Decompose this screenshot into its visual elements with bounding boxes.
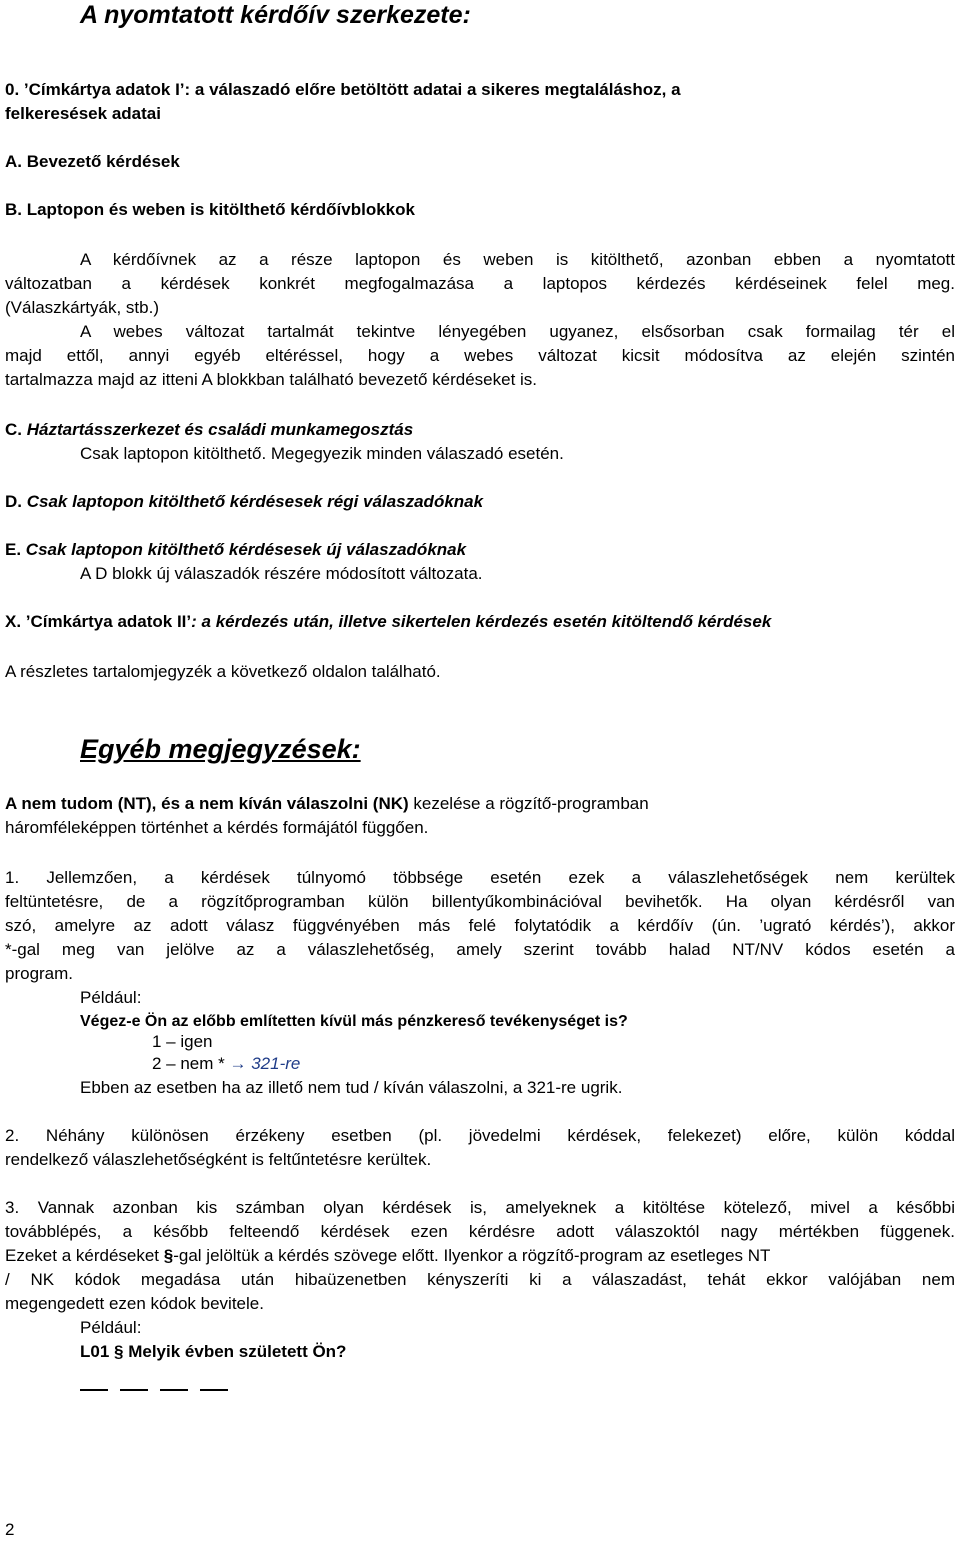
answer-blank xyxy=(160,1379,188,1391)
note-3-question-code: L01 xyxy=(80,1342,115,1361)
note-3-line4: / NK kódok megadása után hibaüzenetben kényszeríti ki a válaszadást, tehát ekkor valójában nem xyxy=(5,1270,955,1289)
notes-intro-line2: háromféleképpen történhet a kérdés formájától függően. xyxy=(5,818,429,837)
section-c-text: Csak laptopon kitölthető. Megegyezik minden válaszadó esetén. xyxy=(80,444,564,463)
note-3-line3-b: -gal jelöltük a kérdés szövege előtt. Ilyenkor a rögzítő-program az esetleges NT xyxy=(173,1246,771,1265)
section-b: B. Laptopon és weben is kitölthető kérdőívblokkok xyxy=(5,200,415,219)
section-b-p1-line2: változatban a kérdések konkrét megfogalmazása a laptopos kérdezés kérdéseinek felel meg. xyxy=(5,274,955,293)
section-e-label: E. xyxy=(5,540,26,559)
note-1-example-label: Például: xyxy=(80,988,142,1007)
section-x-heading xyxy=(5,610,771,634)
note-3-line2: továbblépés, a később felteendő kérdések ezen kérdésre adott válaszoktól nagy mértékben függenek. xyxy=(5,1222,955,1241)
section-e-title: Csak laptopon kitölthető kérdésesek új válaszadóknak xyxy=(25,540,467,559)
note-1-after: Ebben az esetben ha az illető nem tud / kíván válaszolni, a 321-re ugrik. xyxy=(80,1078,623,1097)
notes-intro-rest: kezelése a rögzítő-programban xyxy=(408,794,649,813)
year-answer-blanks xyxy=(80,1378,240,1396)
note-3-line3 xyxy=(5,1244,955,1268)
note-1-option-2-label: 2 – nem * xyxy=(152,1054,230,1073)
section-x-label: X. ’Címkártya adatok II’ xyxy=(5,612,192,631)
notes-intro-bold: A nem tudom (NT), és a nem kíván válaszolni (NK) xyxy=(5,794,409,813)
arrow-right-icon: → xyxy=(229,1054,247,1073)
note-3-line1: 3. Vannak azonban kis számban olyan kérdések is, amelyeknek a kitöltése kötelező, mivel a későbbi xyxy=(5,1198,955,1217)
section-0-line2: felkeresések adatai xyxy=(5,104,161,123)
note-3-example-label: Például: xyxy=(80,1318,142,1337)
section-x-title: : a kérdezés után, illetve sikertelen kérdezés esetén kitöltendő kérdések xyxy=(191,612,772,631)
note-3-line3-a: Ezeket a kérdéseket xyxy=(5,1246,164,1265)
note-1-question: Végez-e Ön az előbb említetten kívül más pénzkereső tevékenységet is? xyxy=(80,1013,628,1030)
note-1-line1: 1. Jellemzően, a kérdések túlnyomó többsége esetén ezek a válaszlehetőségek nem kerültek xyxy=(5,868,955,887)
section-e-heading xyxy=(5,538,466,562)
section-b-p1-line1: A kérdőívnek az a része laptopon és weben is kitölthető, azonban ebben a nyomtatott xyxy=(80,250,955,269)
note-2-line2: rendelkező válaszlehetőségként is feltűntetésre kerültek. xyxy=(5,1150,432,1169)
notes-title: Egyéb megjegyzések: xyxy=(80,734,361,764)
section-0-line1: 0. ’Címkártya adatok I’: a válaszadó előre betöltött adatai a sikeres megtaláláshoz, a xyxy=(5,80,681,99)
note-1-line3: szó, amelyre az adott válasz függvényében más felé folytatódik a kérdőív (ún. ’ugrató kérdés’), akkor xyxy=(5,916,955,935)
section-c-title: Háztartásszerkezet és családi munkamegosztás xyxy=(26,420,414,439)
section-sign-icon: § xyxy=(163,1246,174,1265)
section-d-heading xyxy=(5,490,483,514)
note-3-question-text: Melyik évben született Ön? xyxy=(123,1342,347,1361)
section-d-label: D. xyxy=(5,492,27,511)
answer-blank xyxy=(120,1379,148,1391)
answer-blank xyxy=(80,1379,108,1391)
note-1-line2: feltüntetésre, de a rögzítőprogramban külön billentyűkombinációval bevihetők. Ha olyan kérdésről van xyxy=(5,892,955,911)
note-1-line4: *-gal meg van jelölve az a válaszlehetőség, amely szerint tovább halad NT/NV kódos esetén a xyxy=(5,940,955,959)
note-1-option-2-target: 321-re xyxy=(246,1054,301,1073)
section-d-title: Csak laptopon kitölthető kérdésesek régi válaszadóknak xyxy=(26,492,484,511)
page-number: 2 xyxy=(5,1520,15,1539)
note-2-line1: 2. Néhány különösen érzékeny esetben (pl. jövedelmi kérdések, felekezet) előre, külön kóddal xyxy=(5,1126,955,1145)
note-1-line5: program. xyxy=(5,964,74,983)
section-sign-icon: § xyxy=(114,1342,124,1361)
section-c-heading xyxy=(5,418,413,442)
section-b-p2-line2: majd ettől, annyi egyéb eltéréssel, hogy a webes változat kicsit módosítva az elején szintén xyxy=(5,346,955,365)
note-3-line5: megengedett ezen kódok bevitele. xyxy=(5,1294,264,1313)
section-b-p2-line1: A webes változat tartalmát tekintve lényegében ugyanez, elsősorban csak formailag tér el xyxy=(80,322,955,341)
section-b-p2-line3: tartalmazza majd az itteni A blokkban található bevezető kérdéseket is. xyxy=(5,370,538,389)
notes-intro-line1 xyxy=(5,792,649,816)
note-1-option-2 xyxy=(152,1052,300,1076)
note-1-option-1: 1 – igen xyxy=(152,1032,213,1051)
note-3-question xyxy=(80,1340,346,1364)
section-a: A. Bevezető kérdések xyxy=(5,152,180,171)
toc-note: A részletes tartalomjegyzék a következő oldalon található. xyxy=(5,662,441,681)
structure-title: A nyomtatott kérdőív szerkezete: xyxy=(80,1,471,29)
section-b-p1-line3: (Válaszkártyák, stb.) xyxy=(5,298,159,317)
section-c-label: C. xyxy=(5,420,27,439)
answer-blank xyxy=(200,1379,228,1391)
section-e-text: A D blokk új válaszadók részére módosított változata. xyxy=(80,564,483,583)
